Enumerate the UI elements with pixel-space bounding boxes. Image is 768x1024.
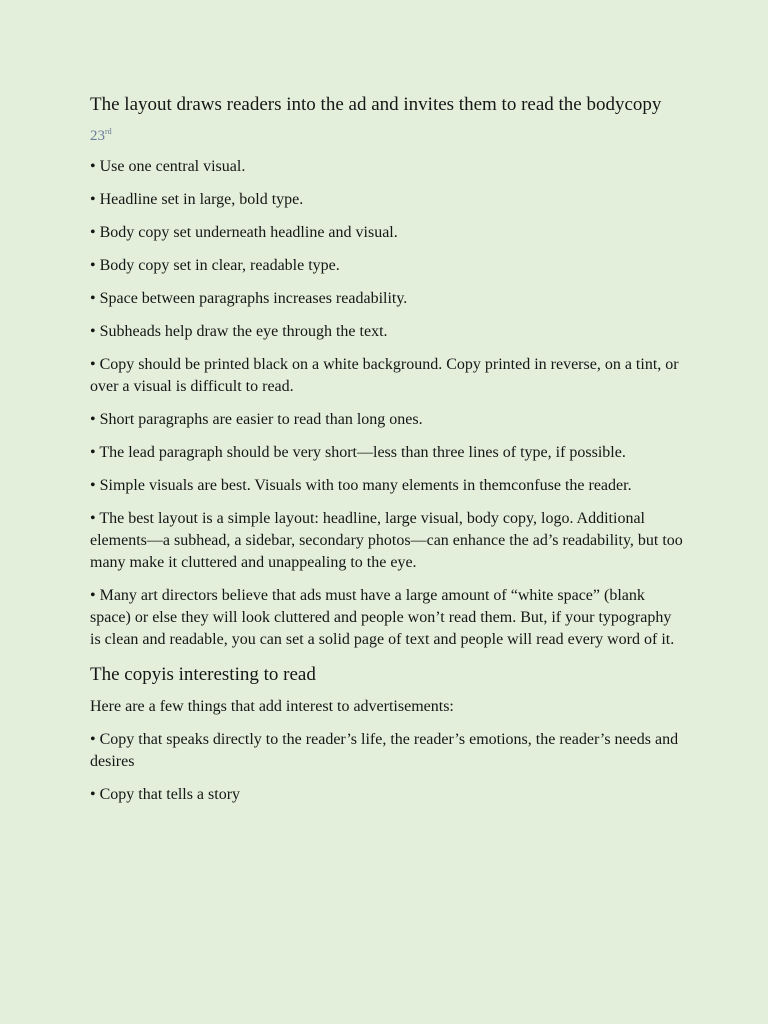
page-number-value: 23 [90, 128, 105, 144]
bullet-item: • Many art directors believe that ads must have a large amount of “white space” (blank space) or else they will look cluttered and people won’t read them. But, if your typography is clean and readable, you can set a solid page of text and people will read every word of it. [90, 587, 675, 648]
bullet-item: • Simple visuals are best. Visuals with too many elements in themconfuse the reader. [90, 477, 632, 494]
bullet-item: • Copy that tells a story [90, 786, 241, 803]
bullet-item: • Copy that speaks directly to the reader’s life, the reader’s emotions, the reader’s needs and desires [90, 731, 679, 770]
bullet-item: • Body copy set underneath headline and visual. [90, 224, 398, 241]
layout-bullet-list [90, 156, 684, 651]
section-intro: Here are a few things that add interest to advertisements: [90, 698, 454, 715]
section-heading-layout: The layout draws readers into the ad and invites them to read the bodycopy [90, 94, 662, 115]
bullet-item: • Space between paragraphs increases readability. [90, 290, 408, 307]
bullet-item: • Copy should be printed black on a white background. Copy printed in reverse, on a tint, or over a visual is difficult to read. [90, 356, 679, 395]
bullet-item: • The lead paragraph should be very short—less than three lines of type, if possible. [90, 444, 626, 461]
bullet-item: • Subheads help draw the eye through the text. [90, 323, 388, 340]
page-number-suffix: rd [105, 127, 112, 136]
section-heading-copy: The copyis interesting to read [90, 664, 316, 685]
bullet-item: • The best layout is a simple layout: headline, large visual, body copy, logo. Additional elements—a subhead, a sidebar, secondary photos—can enhance the ad’s readability, but too many make it cluttered and unappealing to the eye. [90, 510, 683, 571]
page-number [90, 126, 684, 146]
bullet-item: • Body copy set in clear, readable type. [90, 257, 340, 274]
bullet-item: • Short paragraphs are easier to read than long ones. [90, 411, 423, 428]
bullet-item: • Headline set in large, bold type. [90, 191, 304, 208]
bullet-item: • Use one central visual. [90, 158, 246, 175]
